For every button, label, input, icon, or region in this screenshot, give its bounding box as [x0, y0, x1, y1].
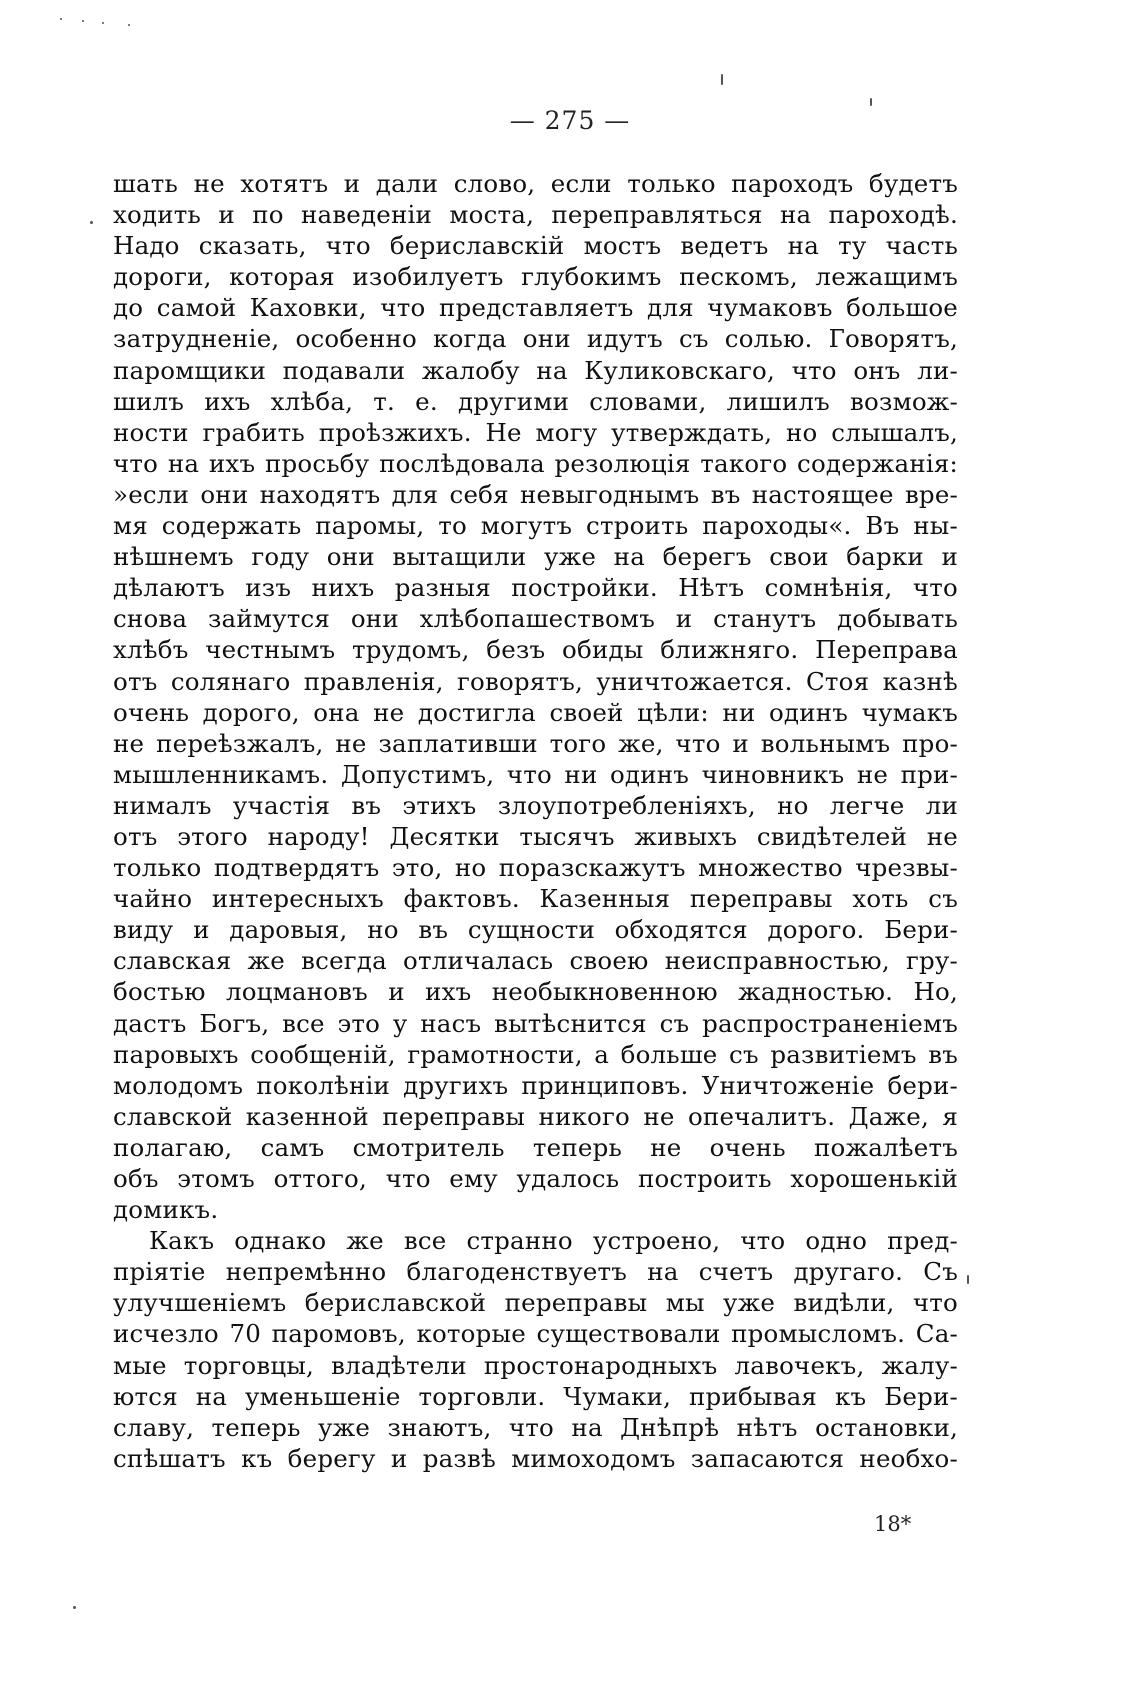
scan-speck	[73, 1606, 76, 1609]
text-line: прiятiе непремѣнно благоденствуетъ на счетъ другаго. Съ	[113, 1257, 958, 1287]
text-line: нѣшнемъ году они вытащили уже на берегъ свои барки и	[113, 542, 958, 572]
scan-speck	[60, 18, 62, 20]
text-line: славская же всегда отличалась своею неисправностью, гру-	[113, 946, 958, 976]
scan-speck	[128, 24, 130, 26]
text-line: очень дорого, она не достигла своей цѣли: ни одинъ чумакъ	[113, 697, 958, 727]
text-line: бостью лоцмановъ и ихъ необыкновенною жадностью. Но,	[113, 977, 958, 1007]
text-line: полагаю, самъ смотритель теперь не очень пожалѣетъ	[113, 1132, 958, 1162]
scan-speck	[90, 221, 93, 224]
text-line: ются на уменьшенiе торговли. Чумаки, прибывая къ Бери-	[113, 1381, 958, 1411]
text-line: дастъ Богъ, все это у насъ вытѣснится съ распространенiемъ	[113, 1008, 958, 1038]
text-line: Какъ однако же все странно устроено, что одно пред-	[149, 1226, 958, 1256]
text-line: что на ихъ просьбу послѣдовала резолюцiя такого содержанiя:	[113, 448, 958, 478]
text-line: затрудненiе, особенно когда они идутъ съ солью. Говорятъ,	[113, 324, 958, 354]
scan-speck	[967, 1275, 969, 1284]
text-line: отъ этого народу! Десятки тысячъ живыхъ свидѣтелей не	[113, 821, 958, 851]
text-line: не переѣзжалъ, не заплативши того же, что и вольнымъ про-	[113, 728, 958, 758]
text-line: отъ солянаго правленiя, говорятъ, уничтожается. Стоя казнѣ	[113, 666, 958, 696]
text-line: исчезло 70 паромовъ, которые существовали промысломъ. Са-	[113, 1319, 958, 1349]
page-number: — 275 —	[509, 106, 631, 135]
text-line: мышленникамъ. Допустимъ, что ни одинъ чиновникъ не при-	[113, 759, 958, 789]
text-line: славу, теперь уже знаютъ, что на Днѣпрѣ нѣтъ остановки,	[113, 1412, 958, 1442]
text-line: объ этомъ оттого, что ему удалось построить хорошенькiй	[113, 1164, 958, 1193]
text-line: только подтвердятъ это, но поразскажутъ множество чрезвы-	[113, 853, 958, 883]
scan-speck	[721, 74, 723, 85]
text-line: ности грабить проѣзжихъ. Не могу утверждать, но слышалъ,	[113, 417, 958, 447]
text-line: дороги, которая изобилуетъ глубокимъ пескомъ, лежащимъ	[113, 262, 958, 292]
text-line: мые торговцы, владѣтели простонародныхъ лавочекъ, жалу-	[113, 1350, 958, 1380]
text-line: виду и даровыя, но въ сущности обходятся дорого. Бери-	[113, 915, 958, 945]
text-line: шилъ ихъ хлѣба, т. е. другими словами, лишилъ возмож-	[113, 386, 958, 416]
scan-speck	[82, 20, 84, 22]
text-line: дѣлаютъ изъ нихъ разныя постройки. Нѣтъ сомнѣнiя, что	[113, 573, 958, 603]
text-line: паромщики подавали жалобу на Куликовскаго, что онъ ли-	[113, 355, 958, 385]
text-line: ходить и по наведенiи моста, переправляться на пароходѣ.	[113, 200, 958, 230]
body-text	[113, 168, 958, 1474]
scan-speck	[102, 22, 104, 24]
printer-signature-mark: 18*	[874, 1512, 912, 1536]
scan-speck	[870, 98, 872, 106]
text-line: снова займутся они хлѣбопашествомъ и станутъ добывать	[113, 604, 958, 634]
text-line: чайно интересныхъ фактовъ. Казенныя переправы хоть съ	[113, 884, 958, 914]
text-line: славской казенной переправы никого не опечалитъ. Даже, я	[113, 1101, 958, 1131]
text-line: паровыхъ сообщенiй, грамотности, а больше съ развитiемъ въ	[113, 1039, 958, 1069]
text-line: молодомъ поколѣнiи другихъ принциповъ. Уничтоженiе бери-	[113, 1070, 958, 1100]
text-line: мя содержать паромы, то могутъ строить пароходы«. Въ ны-	[113, 511, 958, 541]
text-line: улучшенiемъ бериславской переправы мы уже видѣли, что	[113, 1288, 958, 1318]
text-line: Надо сказать, что бериславскiй мостъ ведетъ на ту часть	[113, 231, 958, 261]
text-line: спѣшатъ къ берегу и развѣ мимоходомъ запасаются необхо-	[113, 1443, 958, 1473]
text-line: домикъ.	[113, 1195, 219, 1225]
text-line: шать не хотятъ и дали слово, если только пароходъ будетъ	[113, 169, 958, 198]
text-line: нималъ участiя въ этихъ злоупотребленiяхъ, но легче ли	[113, 790, 958, 820]
text-line: хлѣбъ честнымъ трудомъ, безъ обиды ближняго. Переправа	[113, 635, 958, 665]
text-line: »если они находятъ для себя невыгоднымъ въ настоящее вре-	[113, 479, 958, 509]
text-line: до самой Каховки, что представляетъ для чумаковъ большое	[113, 293, 958, 323]
